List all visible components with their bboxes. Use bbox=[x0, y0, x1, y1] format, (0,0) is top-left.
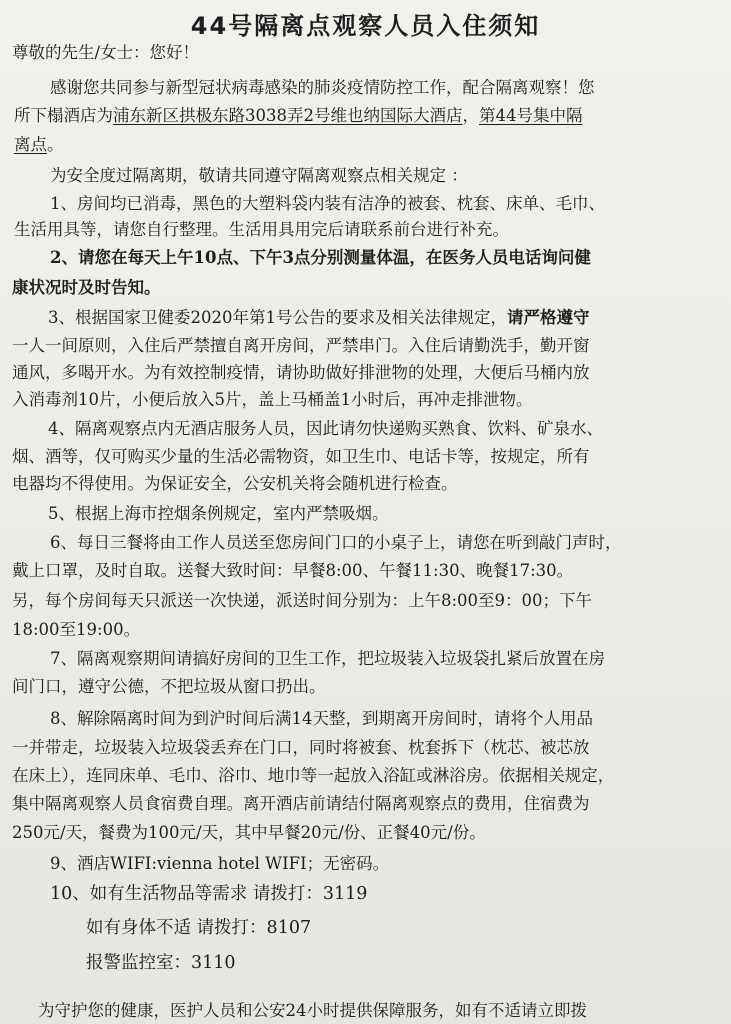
item-8-line-1: 8、解除隔离时间为到沪时间后满14天整，到期离开房间时，请将个人用品 bbox=[50, 709, 593, 728]
item-4-line-3: 电器均不得使用。为保证安全，公安机关将会随机进行检查。 bbox=[12, 474, 458, 493]
closing-line: 为守护您的健康，医护人员和公安24小时提供保障服务，如有不适请立即拨 bbox=[38, 1001, 587, 1020]
intro-line-1: 感谢您共同参与新型冠状病毒感染的肺炎疫情防控工作，配合隔离观察！您 bbox=[50, 78, 595, 97]
intro-line-3 bbox=[14, 134, 64, 156]
item-6-line-3: 另，每个房间每天只派送一次快递，派送时间分别为：上午8:00至9：00；下午 bbox=[12, 591, 593, 610]
item-2-line-2: 康状况时及时告知。 bbox=[12, 278, 161, 297]
item-7-line-2: 间门口，遵守公德，不把垃圾从窗口扔出。 bbox=[12, 677, 326, 696]
item-3-emphasis: 请严格遵守 bbox=[507, 308, 590, 327]
item-1-line-1: 1、房间均已消毒，黑色的大塑料袋内装有洁净的被套、枕套、床单、毛巾、 bbox=[50, 194, 605, 213]
item-7-line-1: 7、隔离观察期间请搞好房间的卫生工作，把垃圾装入垃圾袋扎紧后放置在房 bbox=[50, 649, 605, 668]
item-6-line-4: 18:00至19:00。 bbox=[12, 620, 141, 639]
intro-text: 所下榻酒店为 bbox=[14, 106, 113, 125]
notice-title: 44号隔离点观察人员入住须知 bbox=[190, 12, 541, 40]
item-6-line-2: 戴上口罩，及时自取。送餐大致时间：早餐8:00、午餐11:30、晚餐17:30。 bbox=[12, 561, 574, 580]
item-8-line-5: 250元/天，餐费为100元/天，其中早餐20元/份、正餐40元/份。 bbox=[12, 823, 486, 842]
rules-intro: 为安全度过隔离期，敬请共同遵守隔离观察点相关规定 ： bbox=[50, 166, 468, 185]
item-3-line-3: 通风，多喝开水。为有效控制疫情，请协助做好排泄物的处理，大便后马桶内放 bbox=[12, 363, 590, 382]
item-10-security-phone: 报警监控室：3110 bbox=[86, 953, 236, 973]
item-4-line-2: 烟、酒等，仅可购买少量的生活必需物资，如卫生巾、电话卡等，按规定，所有 bbox=[12, 447, 590, 466]
greeting: 尊敬的先生/女士：您好！ bbox=[12, 43, 200, 62]
isolation-point-number: 第44号集中隔 bbox=[479, 106, 583, 125]
item-3-line-1 bbox=[48, 307, 590, 329]
hotel-address: 浦东新区拱极东路3038弄2号维也纳国际大酒店 bbox=[113, 106, 463, 125]
item-8-line-4: 集中隔离观察人员食宿费自理。离开酒店前请结付隔离观察点的费用，住宿费为 bbox=[12, 794, 590, 813]
item-8-line-2: 一并带走，垃圾装入垃圾袋丢弃在门口，同时将被套、枕套拆下（枕芯、被芯放 bbox=[12, 738, 590, 757]
item-8-line-3: 在床上），连同床单、毛巾、浴巾、地巾等一起放入浴缸或淋浴房。依据相关规定， bbox=[12, 766, 615, 785]
intro-line-2 bbox=[14, 105, 583, 127]
isolation-point-number-end: 离点 bbox=[14, 135, 47, 154]
item-2-line-1: 2、请您在每天上午10点、下午3点分别测量体温，在医务人员电话询问健 bbox=[50, 248, 591, 267]
item-10-supplies-phone: 10、如有生活物品等需求 请拨打：3119 bbox=[50, 884, 368, 904]
item-5: 5、根据上海市控烟条例规定，室内严禁吸烟。 bbox=[48, 504, 389, 523]
intro-comma: ， bbox=[462, 106, 479, 125]
item-3-line-2: 一人一间原则，入住后严禁擅自离开房间，严禁串门。入住后请勤洗手，勤开窗 bbox=[12, 336, 590, 355]
intro-period: 。 bbox=[47, 135, 64, 154]
item-1-line-2: 生活用具等，请您自行整理。生活用具用完后请联系前台进行补充。 bbox=[14, 220, 509, 239]
item-3-text: 3、根据国家卫健委2020年第1号公告的要求及相关法律规定， bbox=[48, 308, 507, 327]
item-4-line-1: 4、隔离观察点内无酒店服务人员，因此请勿快递购买熟食、饮料、矿泉水、 bbox=[48, 419, 603, 438]
item-6-line-1: 6、每日三餐将由工作人员送至您房间门口的小桌子上，请您在听到敲门声时， bbox=[50, 533, 622, 552]
item-10-medical-phone: 如有身体不适 请拨打：8107 bbox=[86, 918, 312, 938]
item-3-line-4: 入消毒剂10片，小便后放入5片，盖上马桶盖1小时后，再冲走排泄物。 bbox=[12, 390, 533, 409]
item-9-wifi: 9、酒店WIFI:vienna hotel WIFI；无密码。 bbox=[50, 854, 390, 873]
